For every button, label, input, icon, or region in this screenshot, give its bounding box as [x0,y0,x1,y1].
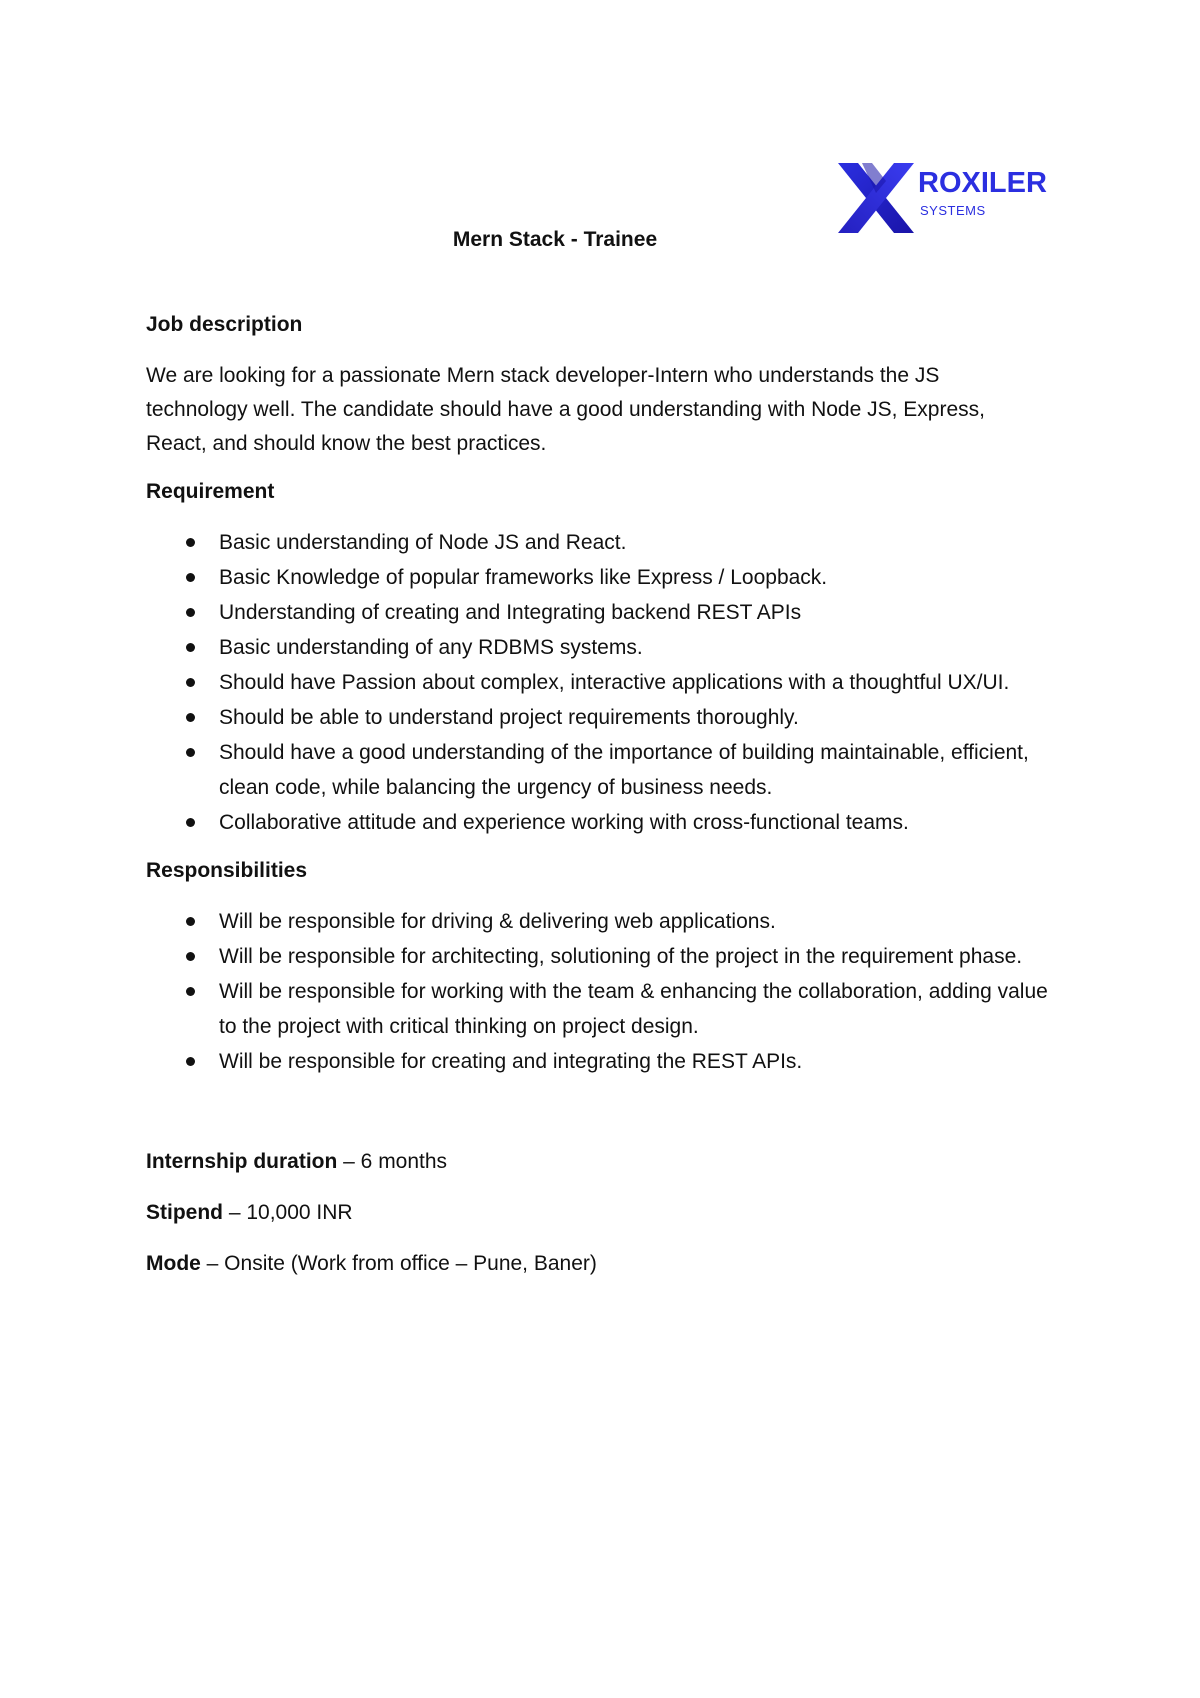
duration-value: – 6 months [337,1150,448,1173]
responsibilities-list [146,904,1066,1079]
document-body [146,308,1066,1281]
list-item: Understanding of creating and Integrating backend REST APIs [146,595,1066,630]
page-title: Mern Stack - Trainee [452,228,658,251]
bullet-icon [186,678,195,687]
bullet-icon [186,987,195,996]
list-item: Should have a good understanding of the importance of building maintainable, efficient, clean code, while balancing the urgency of business needs. [146,735,1066,805]
requirement-list [146,525,1066,840]
bullet-icon [186,1057,195,1066]
list-item: Will be responsible for working with the team & enhancing the collaboration, adding value to the project with critical thinking on project design. [146,974,1066,1044]
bullet-icon [186,573,195,582]
job-description-line: We are looking for a passionate Mern stack developer-Intern who understands the JS [146,364,940,387]
bullet-icon [186,818,195,827]
bullet-icon [186,952,195,961]
bullet-icon [186,917,195,926]
list-item: Will be responsible for driving & delivering web applications. [146,904,1066,939]
requirement-heading: Requirement [146,480,275,503]
stipend [146,1196,1066,1230]
job-description-line: technology well. The candidate should have a good understanding with Node JS, Express, [146,398,985,421]
job-description-paragraph [146,359,1066,461]
mode-label: Mode [146,1252,201,1275]
stipend-label: Stipend [146,1201,223,1224]
duration-label: Internship duration [146,1150,338,1173]
job-description-line: React, and should know the best practices. [146,432,547,455]
logo-subtext: SYSTEMS [920,203,986,218]
list-item: Will be responsible for architecting, solutioning of the project in the requirement phase. [146,939,1066,974]
work-mode [146,1247,1066,1281]
bullet-icon [186,643,195,652]
bullet-icon [186,608,195,617]
stipend-value: – 10,000 INR [223,1201,353,1224]
list-item: Should be able to understand project requirements thoroughly. [146,700,1066,735]
list-item: Basic Knowledge of popular frameworks like Express / Loopback. [146,560,1066,595]
bullet-icon [186,748,195,757]
list-item: Will be responsible for creating and integrating the REST APIs. [146,1044,1066,1079]
mode-value: – Onsite (Work from office – Pune, Baner) [200,1252,597,1275]
list-item: Basic understanding of Node JS and React. [146,525,1066,560]
job-description-heading: Job description [146,313,303,336]
list-item: Collaborative attitude and experience working with cross-functional teams. [146,805,1066,840]
responsibilities-heading: Responsibilities [146,859,308,882]
bullet-icon [186,713,195,722]
internship-duration [146,1145,1066,1179]
roxiler-logo [838,163,1048,233]
bullet-icon [186,538,195,547]
list-item: Should have Passion about complex, interactive applications with a thoughtful UX/UI. [146,665,1066,700]
list-item: Basic understanding of any RDBMS systems. [146,630,1066,665]
logo-wordmark: ROXILER [918,167,1047,199]
x-logo-icon [838,163,914,233]
